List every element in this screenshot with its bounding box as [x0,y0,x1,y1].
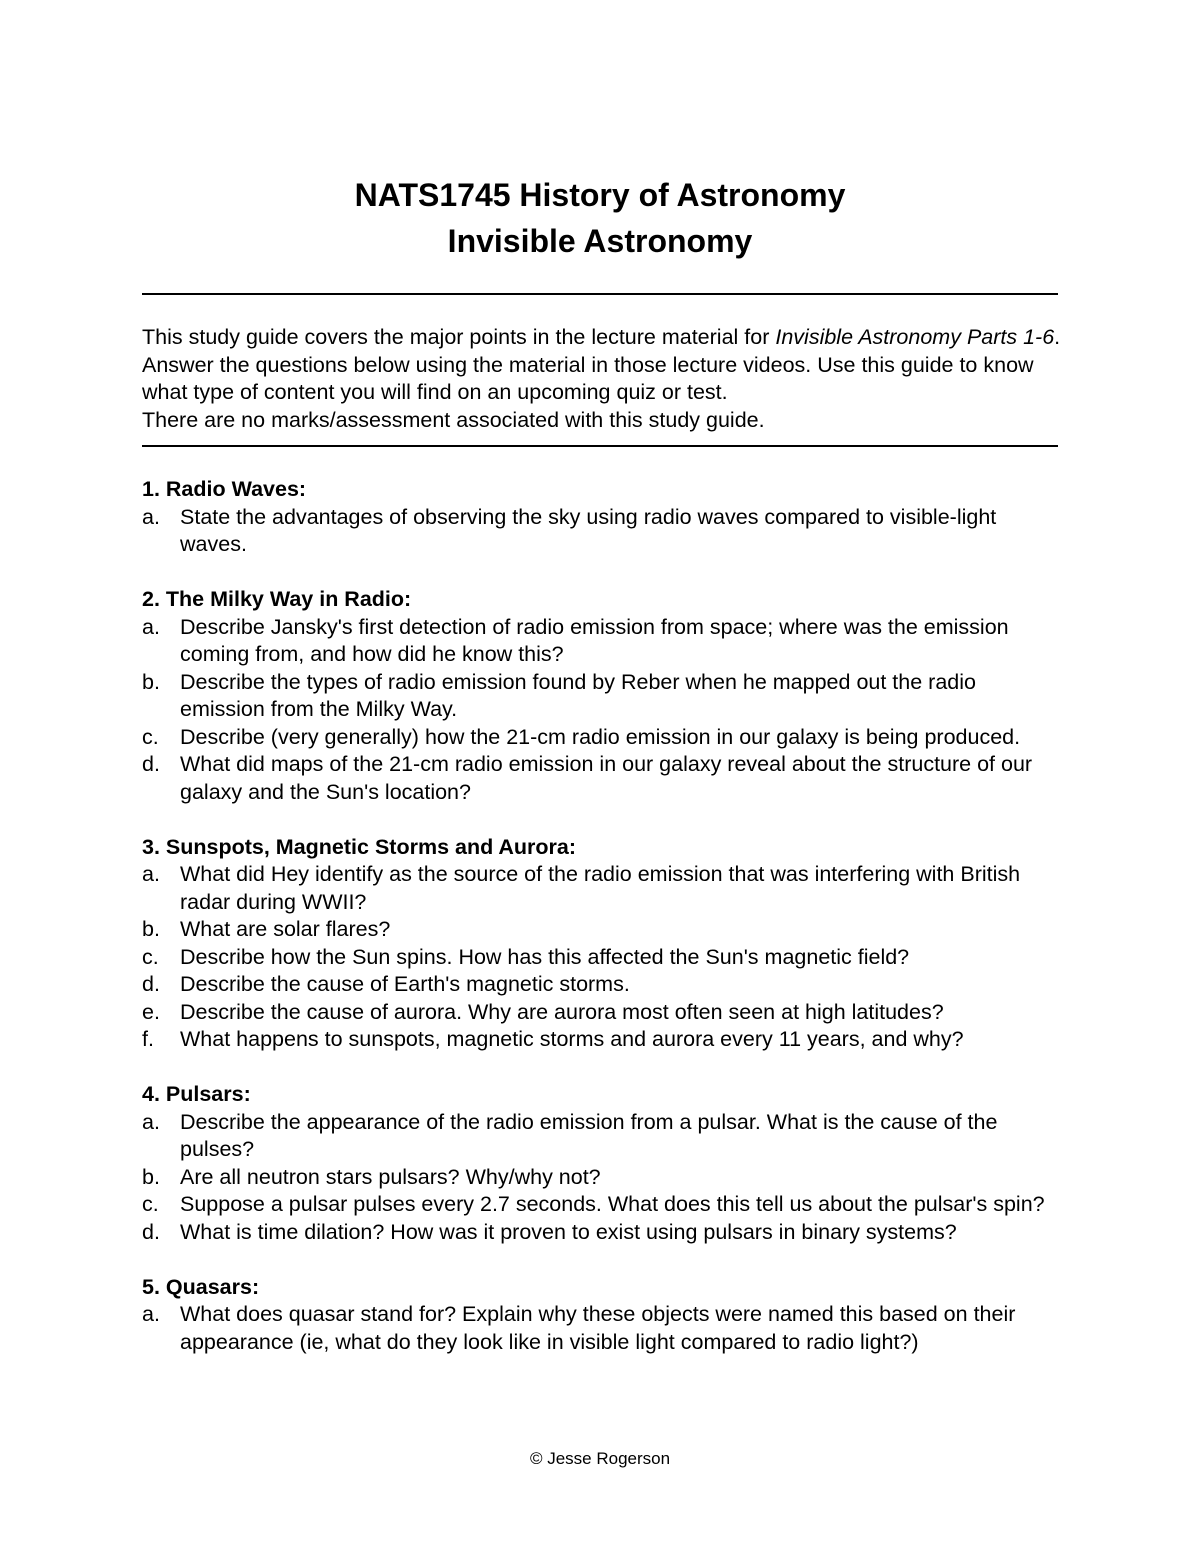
intro-part1: This study guide covers the major points in the lecture material for [142,325,776,349]
question-item [142,944,1062,972]
topic-title: Invisible Astronomy [447,223,753,259]
question-letter: c. [142,944,159,969]
section-heading: 1. Radio Waves: [142,477,307,501]
question-text: Describe the types of radio emission found by Reber when he mapped out the radio emission from the Milky Way. [180,669,976,721]
question-item [142,614,1062,669]
intro-paragraph [142,324,1062,434]
question-item [142,1219,1062,1247]
question-text: State the advantages of observing the sky using radio waves compared to visible-light waves. [180,504,997,556]
question-letter: d. [142,972,160,996]
intro-note: There are no marks/assessment associated with this study guide. [142,407,765,432]
document-title [0,172,1200,264]
copyright-footer: © Jesse Rogerson [529,1449,671,1468]
question-text: Describe Jansky's first detection of radio emission from space; where was the emission coming from, and how did he know this? [180,614,1009,666]
question-letter: a. [142,862,160,886]
question-letter: d. [142,1219,160,1244]
question-item [142,861,1062,916]
question-section [142,1081,1062,1246]
intro-emphasis: Invisible Astronomy Parts 1-6 [775,325,1055,349]
question-section [142,586,1062,806]
question-item [142,916,1062,944]
question-letter: b. [142,917,160,941]
section-heading: 3. Sunspots, Magnetic Storms and Aurora: [142,834,577,859]
question-letter: b. [142,1164,160,1189]
question-item [142,724,1062,752]
intro-text [142,324,1062,407]
question-item [142,1301,1062,1356]
question-text: Suppose a pulsar pulses every 2.7 seconds. What does this tell us about the pulsar's spin? [180,1192,1045,1216]
question-sections [142,476,1062,1384]
top-divider [142,293,1058,295]
question-text: What happens to sunspots, magnetic storms and aurora every 11 years, and why? [180,1027,964,1051]
question-item [142,751,1062,806]
question-letter: a. [142,614,160,639]
question-letter: b. [142,669,160,694]
question-text: Describe the appearance of the radio emission from a pulsar. What is the cause of the pulses? [180,1109,998,1161]
section-heading: 5. Quasars: [142,1274,260,1299]
question-item [142,971,1062,999]
question-letter: d. [142,752,160,776]
question-text: What did Hey identify as the source of the radio emission that was interfering with British radar during WWII? [180,862,1021,914]
question-text: What are solar flares? [180,917,391,941]
question-text: Describe how the Sun spins. How has this affected the Sun's magnetic field? [180,944,910,969]
question-item [142,1026,1062,1054]
question-letter: a. [142,1109,160,1134]
question-item [142,504,1062,559]
intro-part2: . Answer the questions below using the material in those lecture videos. Use this guide to know what type of content you will find on an upcoming quiz or test. [142,325,1061,404]
bottom-divider [142,445,1058,447]
question-letter: e. [142,999,160,1024]
question-section [142,476,1062,559]
question-text: Describe (very generally) how the 21-cm radio emission in our galaxy is being produced. [180,724,1021,749]
question-item [142,999,1062,1027]
question-text: Are all neutron stars pulsars? Why/why not? [180,1164,601,1189]
question-section [142,1274,1062,1357]
question-letter: a. [142,1302,160,1326]
section-heading: 2. The Milky Way in Radio: [142,587,412,611]
question-section [142,834,1062,1054]
question-letter: f. [142,1027,154,1051]
question-letter: c. [142,724,159,749]
question-text: What did maps of the 21-cm radio emission in our galaxy reveal about the structure of our galaxy and the Sun's location? [180,752,1033,804]
course-title: NATS1745 History of Astronomy [354,177,846,213]
question-text: Describe the cause of Earth's magnetic storms. [180,972,630,996]
question-item [142,1164,1062,1192]
question-text: Describe the cause of aurora. Why are aurora most often seen at high latitudes? [180,999,944,1024]
question-item [142,1109,1062,1164]
question-text: What is time dilation? How was it proven to exist using pulsars in binary systems? [180,1219,957,1244]
section-heading: 4. Pulsars: [142,1082,251,1106]
question-item [142,669,1062,724]
question-text: What does quasar stand for? Explain why these objects were named this based on their appearance (ie, what do they look like in visible light compared to radio light?) [180,1302,1016,1354]
question-letter: a. [142,504,160,529]
question-letter: c. [142,1192,159,1216]
question-item [142,1191,1062,1219]
